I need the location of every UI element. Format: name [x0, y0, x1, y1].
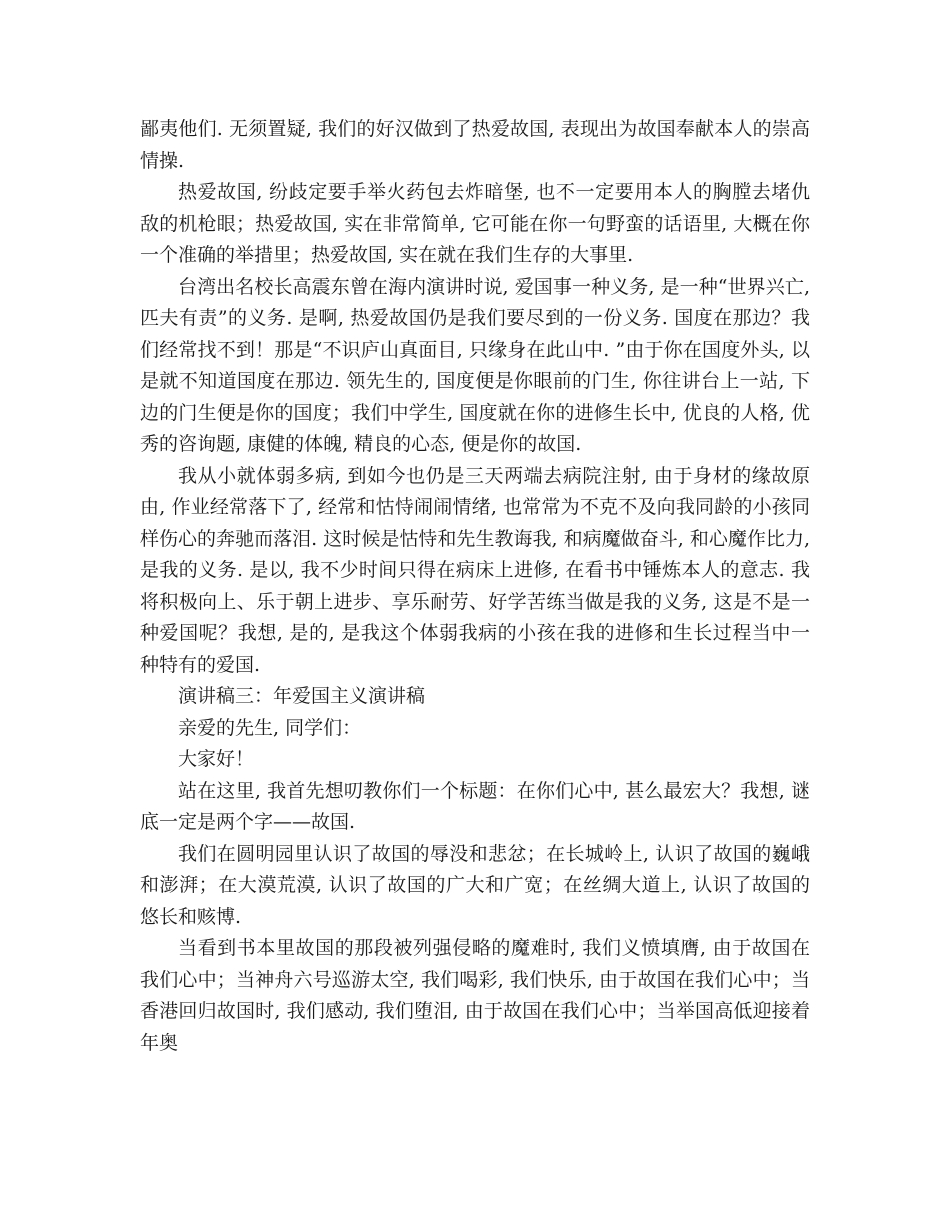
paragraph-gao-zhendong: 台湾出名校长高震东曾在海内演讲时说, 爱国事一种义务, 是一种“世界兴亡, 匹夫有责”的义务. 是啊, 热爱故国仍是我们要尽到的一份义务. 国度在那边？我们经常找不到！那是“不识庐山真面目, 只缘身在此山中. ”由于你在国度外头, 以是就不知道国度在那边. 领先生的, 国度便是你眼前的门生, 你往讲台上一站, 下边的门生便是你的国度；我们中学生, 国度就在你的进修生长中, 优良的人格, 优秀的咨询题, 康健的体魄, 精良的心态, 便是你的故国. [140, 275, 810, 455]
paragraph-love-country-simple: 热爱故国, 纷歧定要手举火药包去炸暗堡, 也不一定要用本人的胸膛去堵仇敌的机枪眼；热爱故国, 实在非常简单, 它可能在你一句野蛮的话语里, 大概在你一个准确的举措里；热爱故国, 实在就在我们生存的大事里. [140, 181, 810, 266]
greeting-hello: 大家好！ [178, 748, 255, 770]
greeting-salutation: 亲爱的先生, 同学们： [178, 716, 362, 739]
paragraph-question: 站在这里, 我首先想叨教你们一个标题：在你们心中, 甚么最宏大？我想, 谜底一定是两个字——故国. [140, 779, 810, 833]
speech-three-heading: 演讲稿三：年爱国主义演讲稿 [178, 685, 426, 707]
paragraph-knowing-motherland: 我们在圆明园里认识了故国的辱没和悲忿；在长城岭上, 认识了故国的巍峨和澎湃；在大漠荒漠, 认识了故国的广大和广宽；在丝绸大道上, 认识了故国的悠长和赅博. [140, 842, 810, 928]
document-page [140, 114, 810, 1059]
paragraph-continuation: 鄙夷他们. 无须置疑, 我们的好汉做到了热爱故国, 表现出为故国奉献本人的崇高情操. [140, 118, 810, 172]
paragraph-personal-story: 我从小就体弱多病, 到如今也仍是三天两端去病院注射, 由于身材的缘故原由, 作业经常落下了, 经常和怙恃闹闹情绪, 也常常为不克不及向我同龄的小孩同样伤心的奔驰而落泪. 这时候是怙恃和先生教诲我, 和病魔做奋斗, 和心魔作比力, 是我的义务. 是以, 我不少时间只得在病床上进修, 在看书中锤炼本人的意志. 我将积极向上、乐于朝上进步、享乐耐劳、好学苦练当做是我的义务, 这是不是一种爱国呢？我想, 是的, 是我这个体弱我病的小孩在我的进修和生长过程当中一种特有的爱国. [140, 464, 810, 676]
paragraph-motherland-in-heart: 当看到书本里故国的那段被列强侵略的魔难时, 我们义愤填膺, 由于故国在我们心中；当神舟六号巡游太空, 我们喝彩, 我们快乐, 由于故国在我们心中；当香港回归故国时, 我们感动, 我们堕泪, 由于故国在我们心中；当举国高低迎接着年奥 [140, 937, 810, 1054]
